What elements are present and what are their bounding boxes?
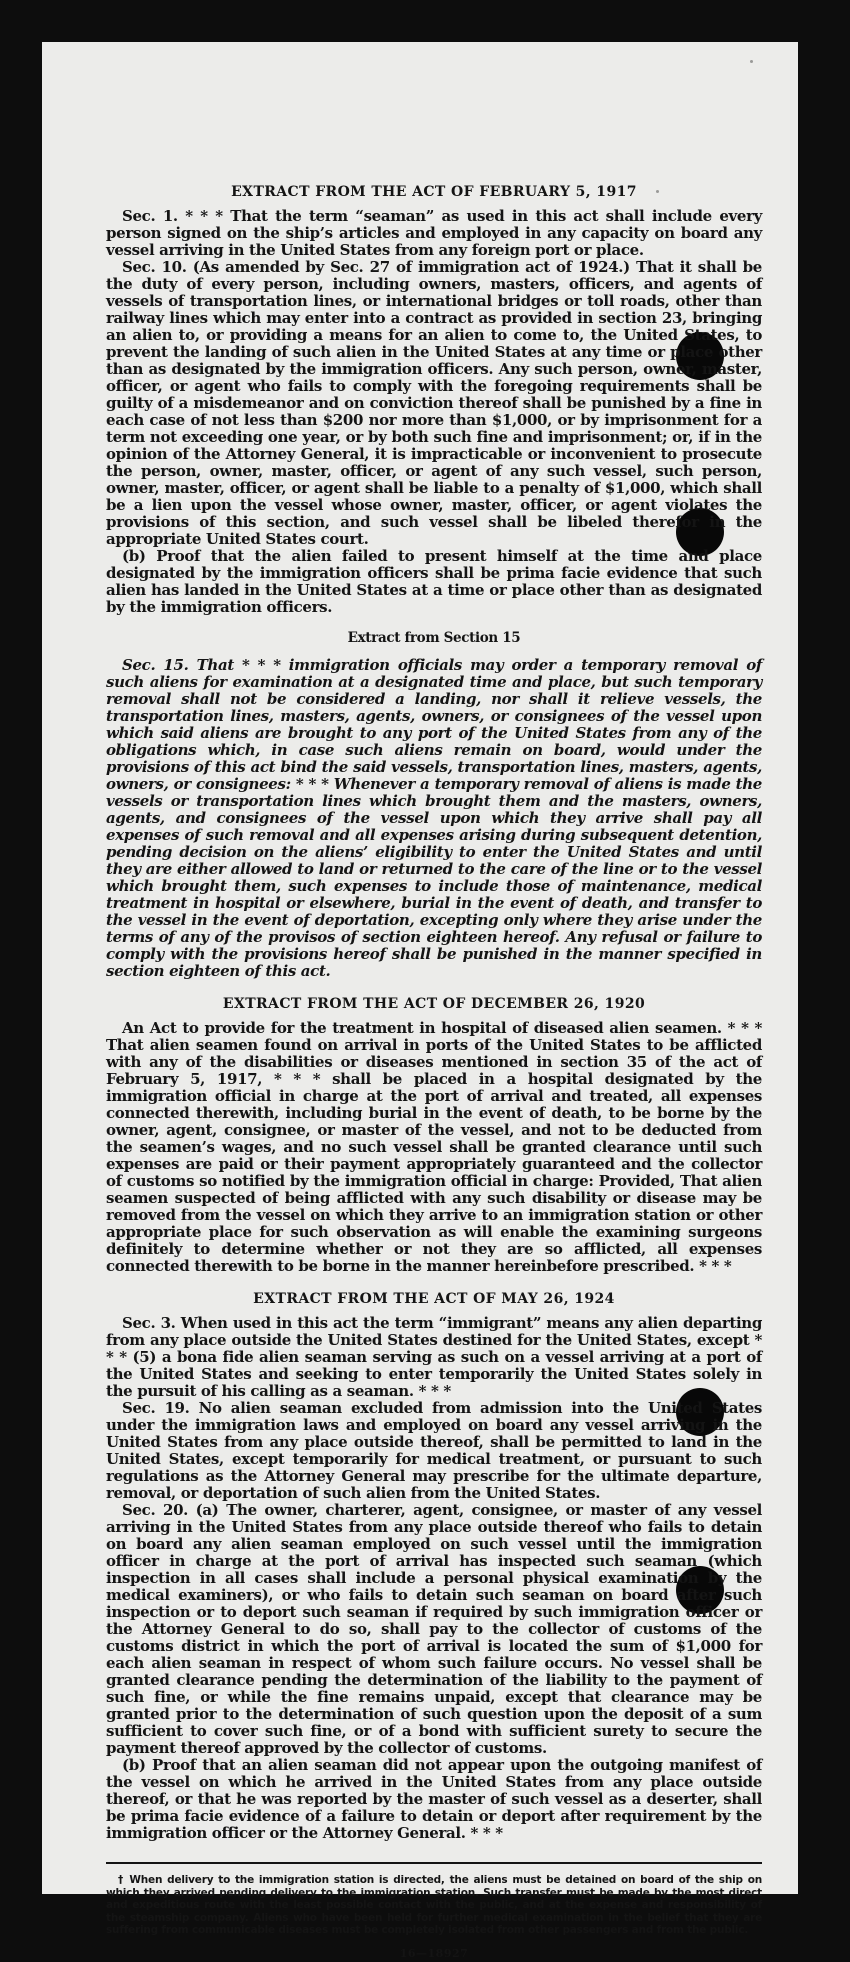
footnote-divider xyxy=(106,1862,762,1864)
paragraph: Sec. 3. When used in this act the term “immigrant” means any alien departing from any place outside the United States destined for the United States, except * * * (5) a bona fide alien seaman serving as such on a vessel arriving at a port of the United States and seeking to enter temporarily the United States solely in the pursuit of his calling as a seaman. * * * xyxy=(106,1314,762,1400)
footnote: † When delivery to the immigration station is directed, the aliens must be detained on board of the ship on which they arrived pending delivery to the immigration station. Such transfer must be made by the most direct and expeditious route with the least possible contact with the public, and at the expense and responsibility of the steamship company. Aliens who have been held for further medical examination in the belief that they are suffering from communicable diseases must be completely isolated from other passengers and from the public. xyxy=(106,1874,762,1936)
paragraph: Sec. 10. (As amended by Sec. 27 of immigration act of 1924.) That it shall be the duty of every person, including owners, masters, officers, and agents of vessels of transportation lines, or international bridges or toll roads, other than railway lines which may enter into a contract as provided in section 23, bringing an alien to, or providing a means for an alien to come to, the United States, to prevent the landing of such alien in the United States at any time or place other than as designated by the immigration officers. Any such person, owner, master, officer, or agent who fails to comply with the foregoing requirements shall be guilty of a misdemeanor and on conviction thereof shall be punished by a fine in each case of not less than $200 nor more than $1,000, or by imprisonment for a term not exceeding one year, or by both such fine and imprisonment; or, if in the opinion of the Attorney General, it is impracticable or inconvenient to prosecute the person, owner, master, officer, or agent of any such vessel, such person, owner, master, officer, or agent shall be liable to a penalty of $1,000, which shall be a lien upon the vessel whose owner, master, officer, or agent violates the provisions of this section, and such vessel shall be libeled therefor in the appropriate United States court. xyxy=(106,258,762,548)
section-act-1917 xyxy=(106,208,762,616)
paragraph: Sec. 15. That * * * immigration officials may order a temporary removal of such aliens for examination at a designated time and place, but such temporary removal shall not be considered a landing, nor shall it relieve vessels, the transportation lines, masters, agents, owners, or consignees of the vessel upon which said aliens are brought to any port of the United States from any of the obligations which, in case such aliens remain on board, would under the provisions of this act bind the said vessels, transportation lines, masters, agents, owners, or consignees: * * * Whenever a temporary removal of aliens is made the vessels or transportation lines which brought them and the masters, owners, agents, and consignees of the vessel upon which they arrive shall pay all expenses of such removal and all expenses arising during subsequent detention, pending decision on the aliens’ eligibility to enter the United States and until they are either allowed to land or returned to the care of the line or to the vessel which brought them, such expenses to include those of maintenance, medical treatment in hospital or elsewhere, burial in the event of death, and transfer to the vessel in the event of deportation, excepting only where they arise under the terms of any of the provisos of section eighteen hereof. Any refusal or failure to comply with the provisions hereof shall be punished in the manner specified in section eighteen of this act. xyxy=(106,656,762,980)
section-act-1920 xyxy=(106,1020,762,1275)
paragraph: Sec. 19. No alien seaman excluded from admission into the United States under the immigration laws and employed on board any vessel arriving in the United States from any place outside thereof, shall be permitted to land in the United States, except temporarily for medical treatment, or pursuant to such regulations as the Attorney General may prescribe for the ultimate departure, removal, or deportation of such alien from the United States. xyxy=(106,1399,762,1502)
paragraph: Sec. 1. * * * That the term “seaman” as used in this act shall include every person signed on the ship’s articles and employed in any capacity on board any vessel arriving in the United States from any foreign port or place. xyxy=(106,207,762,259)
heading-act-1917: EXTRACT FROM THE ACT OF FEBRUARY 5, 1917 xyxy=(231,184,637,200)
document-page xyxy=(42,42,798,1960)
paper-speck xyxy=(750,60,753,63)
section-15 xyxy=(106,657,762,980)
paragraph: An Act to provide for the treatment in hospital of diseased alien seamen. * * * That alien seamen found on arrival in ports of the United States to be afflicted with any of the disabilities or diseases mentioned in section 35 of the act of February 5, 1917, * * * shall be placed in a hospital designated by the immigration official in charge at the port of arrival and treated, all expenses connected therewith, including burial in the event of death, to be borne by the owner, agent, consignee, or master of the vessel, and not to be deducted from the seamen’s wages, and no such vessel shall be granted clearance until such expenses are paid or their payment appropriately guaranteed and the collector of customs so notified by the immigration official in charge: Provided, That alien seamen suspected of being afflicted with any such disability or disease may be removed from the vessel on which they arrive to an immigration station or other appropriate place for such observation as will enable the examining surgeons definitely to determine whether or not they are so afflicted, all expenses connected therewith to be borne in the manner hereinbefore prescribed. * * * xyxy=(106,1019,762,1275)
form-number: 16—18927 xyxy=(399,1946,469,1960)
section-act-1924 xyxy=(106,1315,762,1842)
heading-act-1920: EXTRACT FROM THE ACT OF DECEMBER 26, 1920 xyxy=(222,996,646,1012)
paragraph: Sec. 20. (a) The owner, charterer, agent, consignee, or master of any vessel arriving in the United States from any place outside thereof who fails to detain on board any alien seaman employed on such vessel until the immigration officer in charge at the port of arrival has inspected such seaman (which inspection in all cases shall include a personal physical examination by the medical examiners), or who fails to detain such seaman on board after such inspection or to deport such seaman if required by such immigration officer or the Attorney General to do so, shall pay to the collector of customs of the customs district in which the port of arrival is located the sum of $1,000 for each alien seaman in respect of whom such failure occurs. No vessel shall be granted clearance pending the determination of the liability to the payment of such fine, or while the fine remains unpaid, except that clearance may be granted prior to the determination of such question upon the deposit of a sum sufficient to cover such fine, or of a bond with sufficient surety to secure the payment thereof approved by the collector of customs. xyxy=(106,1501,762,1757)
paragraph: (b) Proof that an alien seaman did not appear upon the outgoing manifest of the vessel on which he arrived in the United States from any place outside thereof, or that he was reported by the master of such vessel as a deserter, shall be prima facie evidence of a failure to detain or deport after requirement by the immigration officer or the Attorney General. * * * xyxy=(106,1756,762,1842)
document-body xyxy=(106,184,762,1962)
paragraph: (b) Proof that the alien failed to present himself at the time and place designated by the immigration officers shall be prima facie evidence that such alien has landed in the United States at a time or place other than as designated by the immigration officers. xyxy=(106,547,762,616)
heading-act-1924: EXTRACT FROM THE ACT OF MAY 26, 1924 xyxy=(253,1291,615,1307)
heading-section-15: Extract from Section 15 xyxy=(347,630,521,646)
